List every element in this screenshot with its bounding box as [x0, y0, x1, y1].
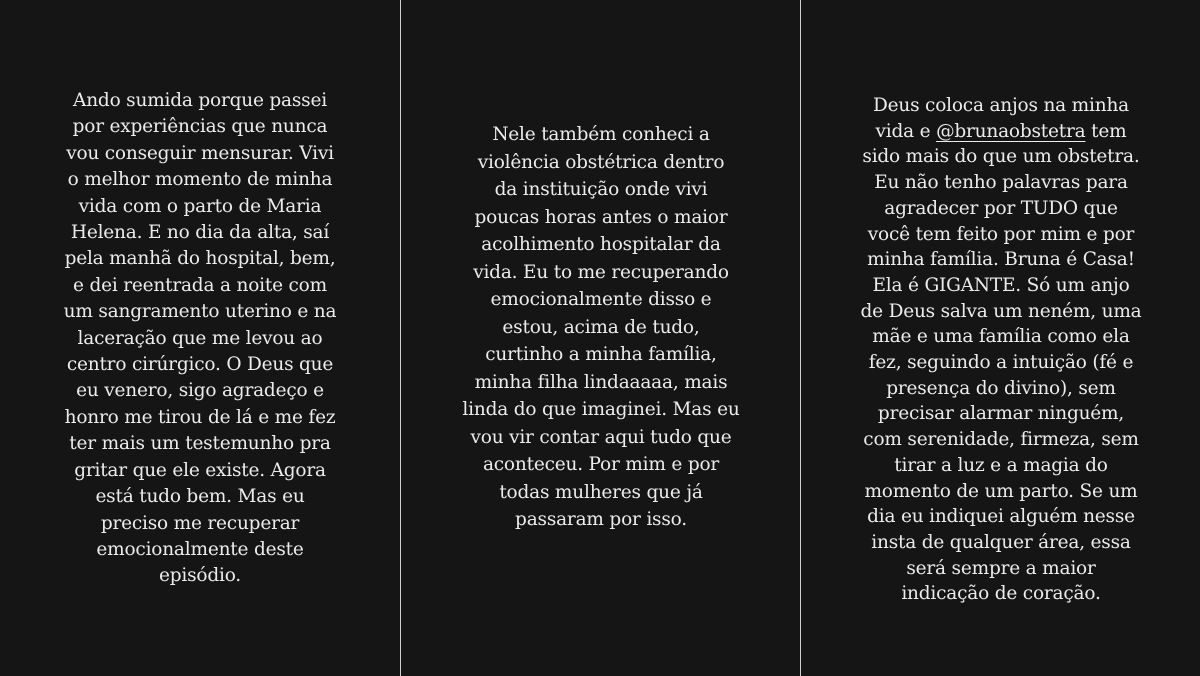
text-line: emocionalmente deste	[96, 538, 304, 560]
text-line: momento de um parto. Se um	[864, 480, 1138, 502]
mention-link[interactable]: @brunaobstetra	[936, 120, 1086, 142]
text-line: será sempre a maior	[906, 557, 1096, 579]
story-panel-3	[801, 0, 1200, 676]
text-line: indicação de coração.	[901, 583, 1101, 605]
text-line: Helena. E no dia da alta, saí	[70, 222, 330, 244]
text-line: vida e @brunaobstetra tem	[875, 120, 1127, 142]
story-text	[801, 93, 1200, 607]
text-line: episódio.	[159, 565, 241, 587]
text-line: curtinho a minha família,	[485, 344, 717, 365]
text-line: eu venero, sigo agradeço e	[76, 380, 324, 402]
text-line: Deus coloca anjos na minha	[872, 95, 1130, 116]
text-line: minha filha lindaaaaa, mais	[474, 371, 728, 393]
text-line: de Deus salva um neném, uma	[860, 300, 1142, 322]
text-line: todas mulheres que já	[499, 481, 703, 503]
text-line: Ando sumida porque passei	[73, 90, 327, 111]
story-text	[0, 88, 400, 590]
text-line: minha família. Bruna é Casa!	[867, 249, 1135, 271]
text-line: vou vir contar aqui tudo que	[470, 426, 732, 448]
text-line: vida. Eu to me recuperando	[473, 261, 729, 283]
text-line: poucas horas antes o maior	[474, 206, 728, 228]
text-line: presença do divino), sem	[886, 377, 1116, 399]
text-line: e dei reentrada a noite com	[73, 274, 327, 296]
text-line: gritar que ele existe. Agora	[74, 459, 326, 481]
text-line: agradecer por TUDO que	[884, 197, 1118, 219]
text-line: dia eu indiquei alguém nesse	[867, 506, 1135, 528]
text-line: passaram por isso.	[515, 509, 687, 530]
text-line: sido mais do que um obstetra.	[862, 146, 1140, 168]
text-line: por experiências que nunca	[72, 116, 328, 138]
text-line: aconteceu. Por mim e por	[482, 454, 720, 475]
text-line: vou conseguir mensurar. Vivi	[66, 142, 334, 164]
text-line: violência obstétrica dentro	[477, 151, 725, 173]
text-line: estou, acima de tudo,	[502, 316, 700, 338]
text-line: Nele também conheci a	[492, 124, 710, 145]
text-line: você tem feito por mim e por	[867, 223, 1135, 245]
text-line: pela manhã do hospital, bem,	[64, 248, 336, 270]
story-text	[401, 121, 801, 534]
text-line: Eu não tenho palavras para	[874, 172, 1128, 194]
text-line: honro me tirou de lá e me fez	[64, 406, 336, 428]
text-line: preciso me recuperar	[100, 512, 300, 534]
text-line: emocionalmente disso e	[490, 289, 712, 310]
text-line: Ela é GIGANTE. Só um anjo	[872, 274, 1130, 296]
text-line: um sangramento uterino e na	[63, 301, 337, 323]
text-line: vida com o parto de Maria	[78, 195, 322, 217]
text-line: insta de qualquer área, essa	[871, 531, 1131, 553]
text-line: com serenidade, firmeza, sem	[863, 429, 1139, 451]
text-line: precisar alarmar ninguém,	[877, 403, 1125, 425]
text-line: ter mais um testemunho pra	[69, 433, 331, 455]
text-line: tirar a luz e a magia do	[894, 454, 1108, 476]
text-line: fez, seguindo a intuição (fé e	[868, 352, 1134, 374]
story-panel-2	[401, 0, 801, 676]
text-line: está tudo bem. Mas eu	[95, 486, 305, 508]
text-line: laceração que me levou ao	[77, 327, 323, 349]
text-line: centro cirúrgico. O Deus que	[66, 354, 334, 376]
text-line: da instituição onde vivi	[494, 179, 708, 200]
story-panel-1	[0, 0, 400, 676]
text-line: acolhimento hospitalar da	[481, 234, 721, 255]
text-line: o melhor momento de minha	[67, 169, 333, 191]
text-line: linda do que imaginei. Mas eu	[462, 399, 740, 420]
text-line: mãe e uma família como ela	[872, 326, 1130, 348]
